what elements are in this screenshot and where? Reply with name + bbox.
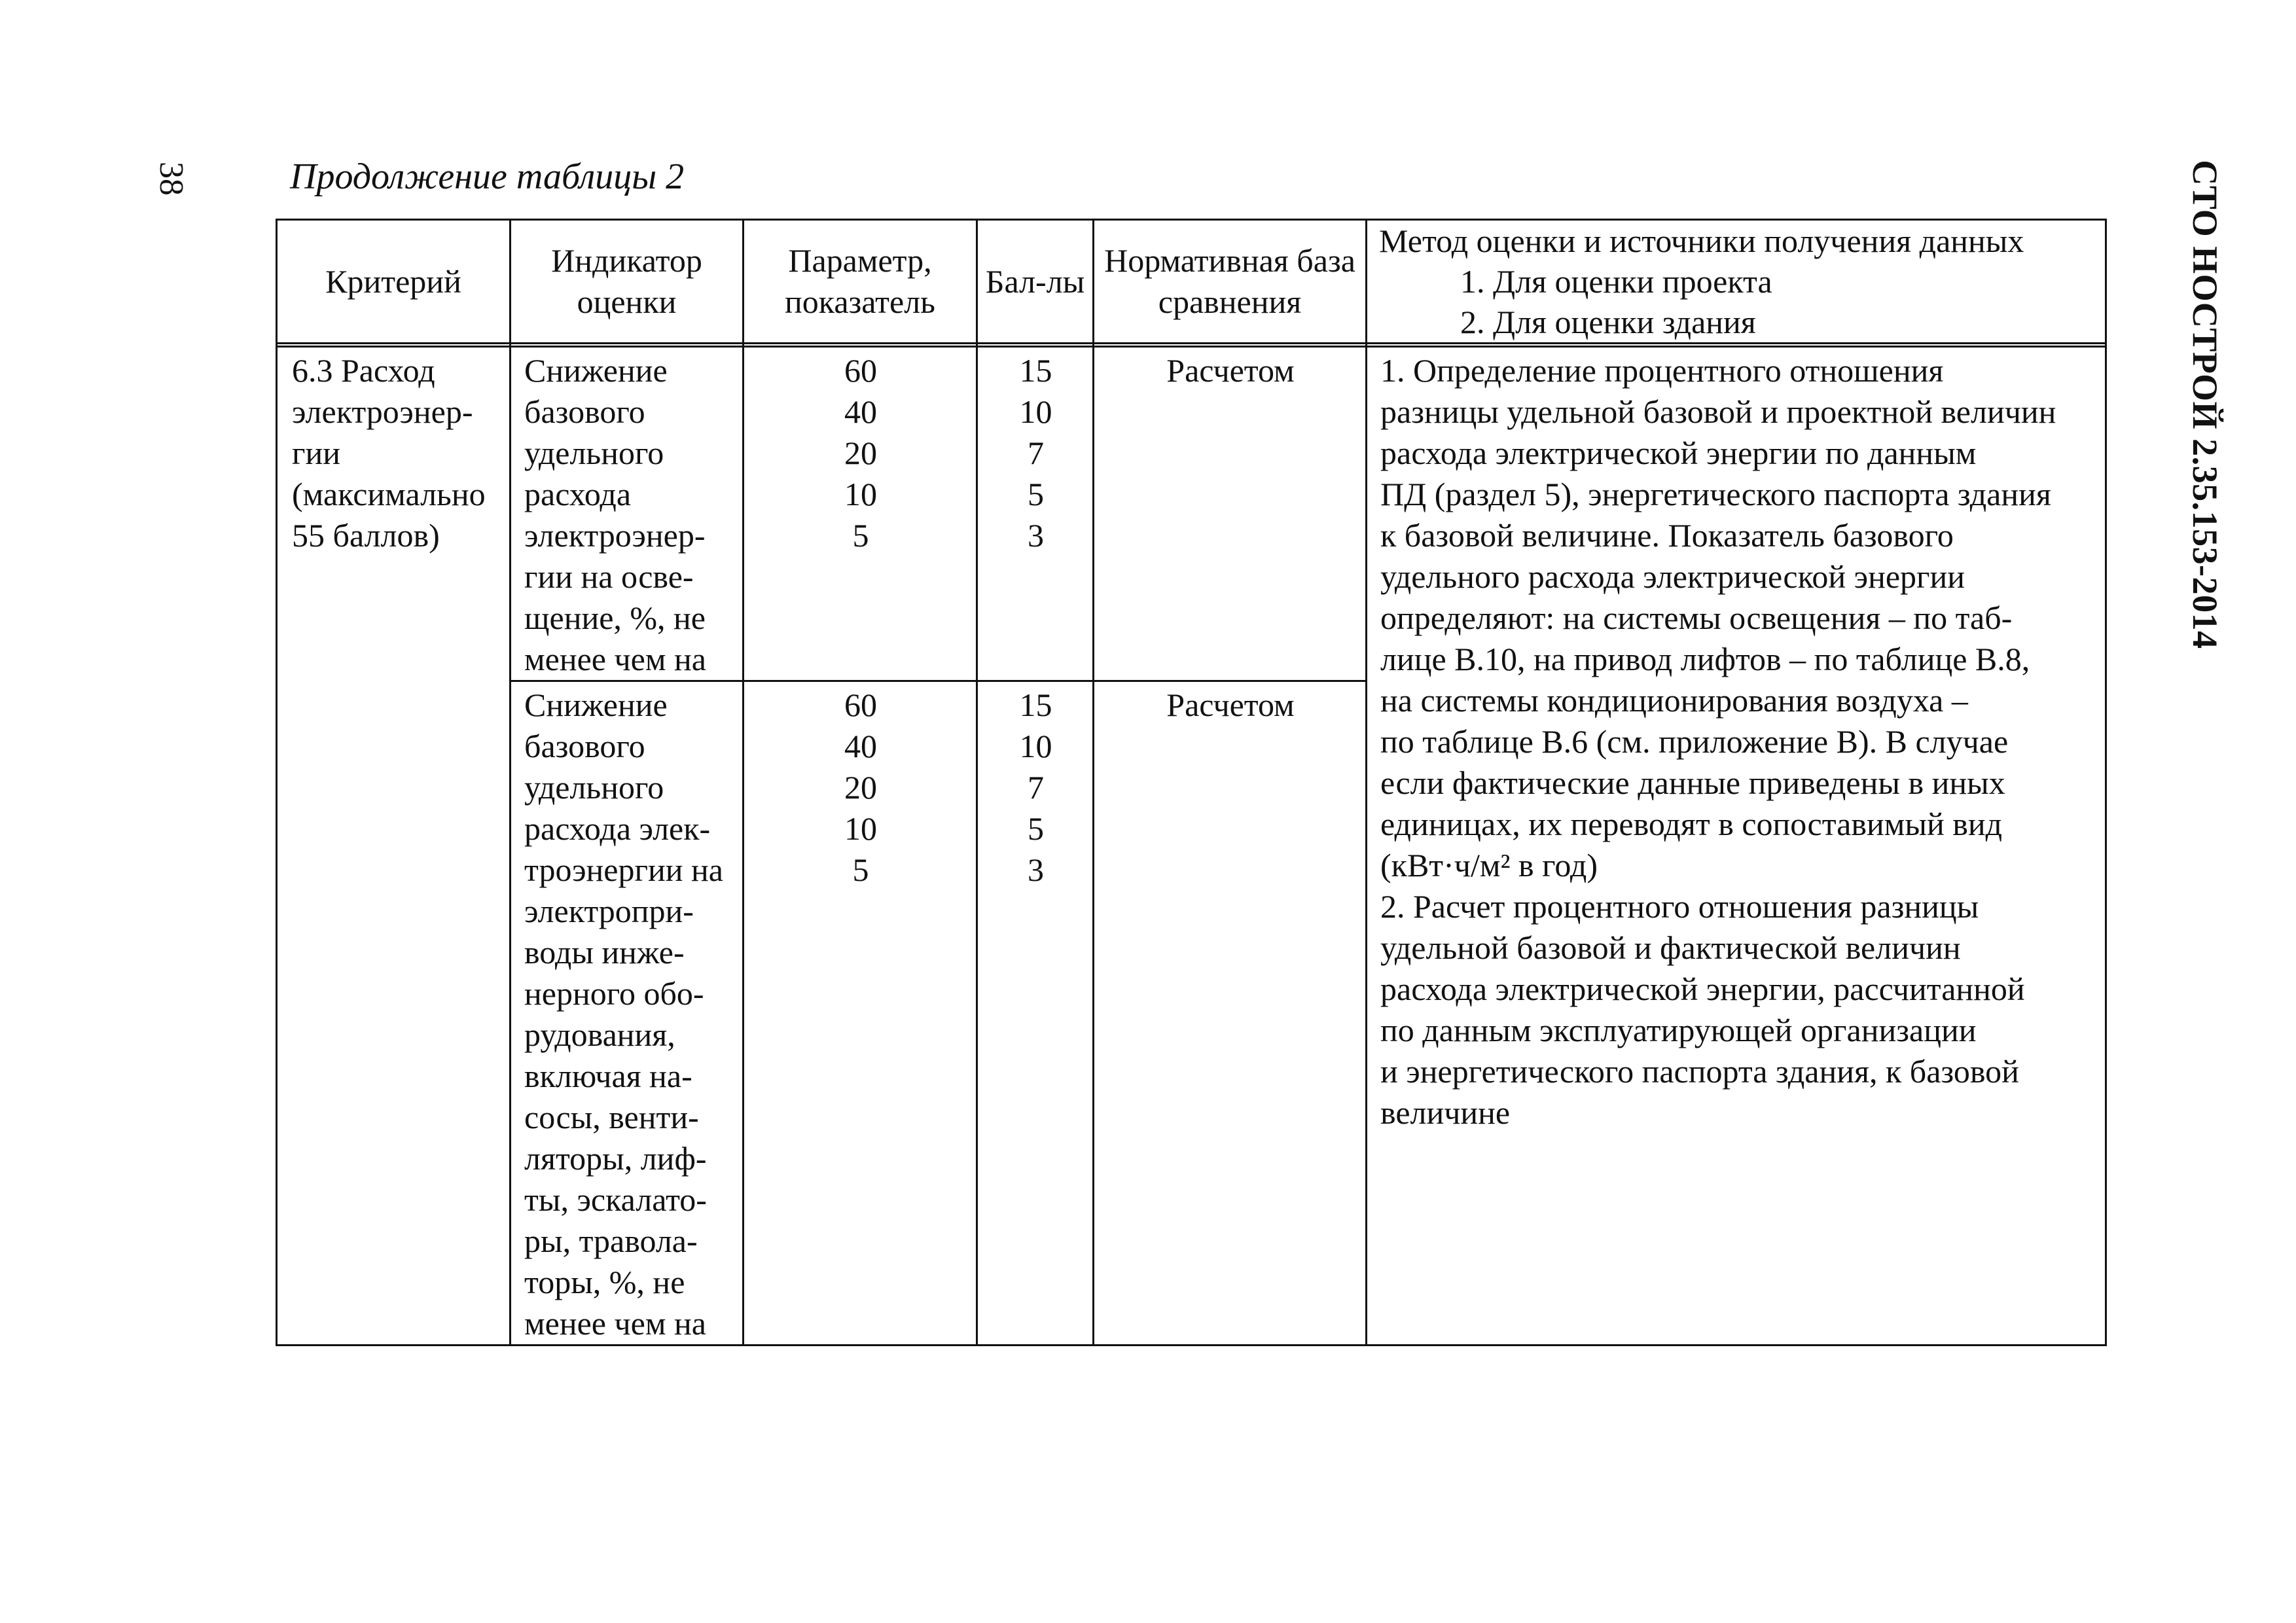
- method-line: удельного расхода электрической энергии: [1380, 558, 1965, 595]
- header-method: [1367, 220, 2106, 344]
- indicator-line: включая на-: [524, 1058, 692, 1094]
- method-line: если фактические данные приведены в иных: [1380, 764, 2005, 801]
- parameter-value: 40: [844, 728, 877, 764]
- indicator-line: электропри-: [524, 893, 694, 929]
- indicator-line: электроэнер-: [524, 517, 706, 554]
- page-number: 38: [152, 162, 190, 196]
- indicator-line: троэнергии на: [524, 851, 723, 888]
- criterion-line: (максимально: [292, 476, 486, 512]
- base-value: Расчетом: [1166, 352, 1295, 389]
- table-caption: Продолжение таблицы 2: [290, 156, 685, 197]
- header-indicator: Индикатор оценки: [511, 220, 744, 344]
- method-line: определяют: на системы освещения – по таб-: [1380, 599, 2013, 636]
- method-line: по данным эксплуатирующей организации: [1380, 1012, 1977, 1048]
- parameter-value: 10: [844, 476, 877, 512]
- parameter-cell: [744, 681, 977, 1346]
- indicator-cell: [511, 681, 744, 1346]
- points-value: 5: [1028, 476, 1044, 512]
- points-value: 5: [1028, 810, 1044, 847]
- indicator-line: расхода элек-: [524, 810, 711, 847]
- points-value: 10: [1019, 393, 1052, 430]
- indicator-line: рудования,: [524, 1016, 675, 1053]
- method-line: на системы кондиционирования воздуха –: [1380, 682, 1968, 719]
- document-code-text: СТО НОСТРОЙ 2.35.153-2014: [2185, 160, 2225, 649]
- points-value: 15: [1019, 687, 1052, 723]
- indicator-line: Снижение: [524, 352, 668, 389]
- method-line: лице В.10, на привод лифтов – по таблице В.8,: [1380, 641, 2030, 677]
- method-line: величине: [1380, 1094, 1511, 1131]
- indicator-cell: [511, 347, 744, 681]
- parameter-value: 5: [852, 851, 869, 888]
- method-line: 2. Расчет процентного отношения разницы: [1380, 888, 1979, 925]
- indicator-line: менее чем на: [524, 1305, 706, 1342]
- header-method-title: Метод оценки и источники получения данных: [1379, 223, 2024, 259]
- indicator-line: ры, травола-: [524, 1222, 698, 1259]
- method-line: и энергетического паспорта здания, к базовой: [1380, 1053, 2019, 1090]
- points-value: 7: [1028, 435, 1044, 471]
- parameter-value: 20: [844, 435, 877, 471]
- base-cell: [1094, 347, 1367, 681]
- table-row: [277, 347, 2106, 681]
- indicator-line: менее чем на: [524, 641, 706, 677]
- method-line: 1. Определение процентного отношения: [1380, 352, 1944, 389]
- document-code-header: [2181, 152, 2229, 656]
- header-parameter: Параметр, показатель: [744, 220, 977, 344]
- indicator-line: базового: [524, 393, 645, 430]
- method-line: удельной базовой и фактической величин: [1380, 929, 1961, 966]
- indicator-line: щение, %, не: [524, 599, 706, 636]
- points-cell: [977, 347, 1094, 681]
- header-base: Нормативная база сравнения: [1094, 220, 1367, 344]
- method-cell: [1367, 347, 2106, 1346]
- points-value: 3: [1028, 517, 1044, 554]
- method-line: разницы удельной базовой и проектной величин: [1380, 393, 2056, 430]
- points-value: 3: [1028, 851, 1044, 888]
- indicator-line: сосы, венти-: [524, 1099, 699, 1135]
- indicator-line: нерного обо-: [524, 975, 704, 1012]
- criterion-cell: [277, 347, 511, 1346]
- method-line: к базовой величине. Показатель базового: [1380, 517, 1954, 554]
- indicator-line: воды инже-: [524, 934, 685, 971]
- header-method-project: 1. Для оценки проекта: [1460, 263, 1772, 300]
- criterion-line: 55 баллов): [292, 517, 440, 554]
- parameter-value: 20: [844, 769, 877, 806]
- indicator-line: базового: [524, 728, 645, 764]
- parameter-value: 60: [844, 687, 877, 723]
- points-cell: [977, 681, 1094, 1346]
- base-cell: [1094, 681, 1367, 1346]
- parameter-value: 60: [844, 352, 877, 389]
- points-value: 15: [1019, 352, 1052, 389]
- method-line: расхода электрической энергии по данным: [1380, 435, 1977, 471]
- header-method-building: 2. Для оценки здания: [1460, 304, 1756, 340]
- indicator-line: торы, %, не: [524, 1264, 685, 1300]
- points-value: 10: [1019, 728, 1052, 764]
- parameter-value: 10: [844, 810, 877, 847]
- table-header-row: [277, 220, 2106, 344]
- points-value: 7: [1028, 769, 1044, 806]
- method-line: единицах, их переводят в сопоставимый вид: [1380, 806, 2003, 842]
- method-line: по таблице В.6 (см. приложение В). В случае: [1380, 723, 2009, 760]
- parameter-cell: [744, 347, 977, 681]
- parameter-value: 40: [844, 393, 877, 430]
- parameter-value: 5: [852, 517, 869, 554]
- criterion-line: гии: [292, 435, 341, 471]
- indicator-line: удельного: [524, 769, 664, 806]
- method-line: расхода электрической энергии, рассчитанной: [1380, 971, 2025, 1007]
- header-criterion: Критерий: [277, 220, 511, 344]
- criteria-table: [276, 219, 2107, 1346]
- indicator-line: расхода: [524, 476, 632, 512]
- criterion-line: 6.3 Расход: [292, 352, 435, 389]
- criterion-line: электроэнер-: [292, 393, 473, 430]
- indicator-line: удельного: [524, 435, 664, 471]
- header-points: Бал-лы: [977, 220, 1094, 344]
- indicator-line: ты, эскалато-: [524, 1181, 707, 1218]
- indicator-line: ляторы, лиф-: [524, 1140, 707, 1177]
- indicator-line: Снижение: [524, 687, 668, 723]
- method-line: ПД (раздел 5), энергетического паспорта здания: [1380, 476, 2051, 512]
- base-value: Расчетом: [1166, 687, 1295, 723]
- method-line: (кВт·ч/м² в год): [1380, 847, 1598, 883]
- indicator-line: гии на осве-: [524, 558, 694, 595]
